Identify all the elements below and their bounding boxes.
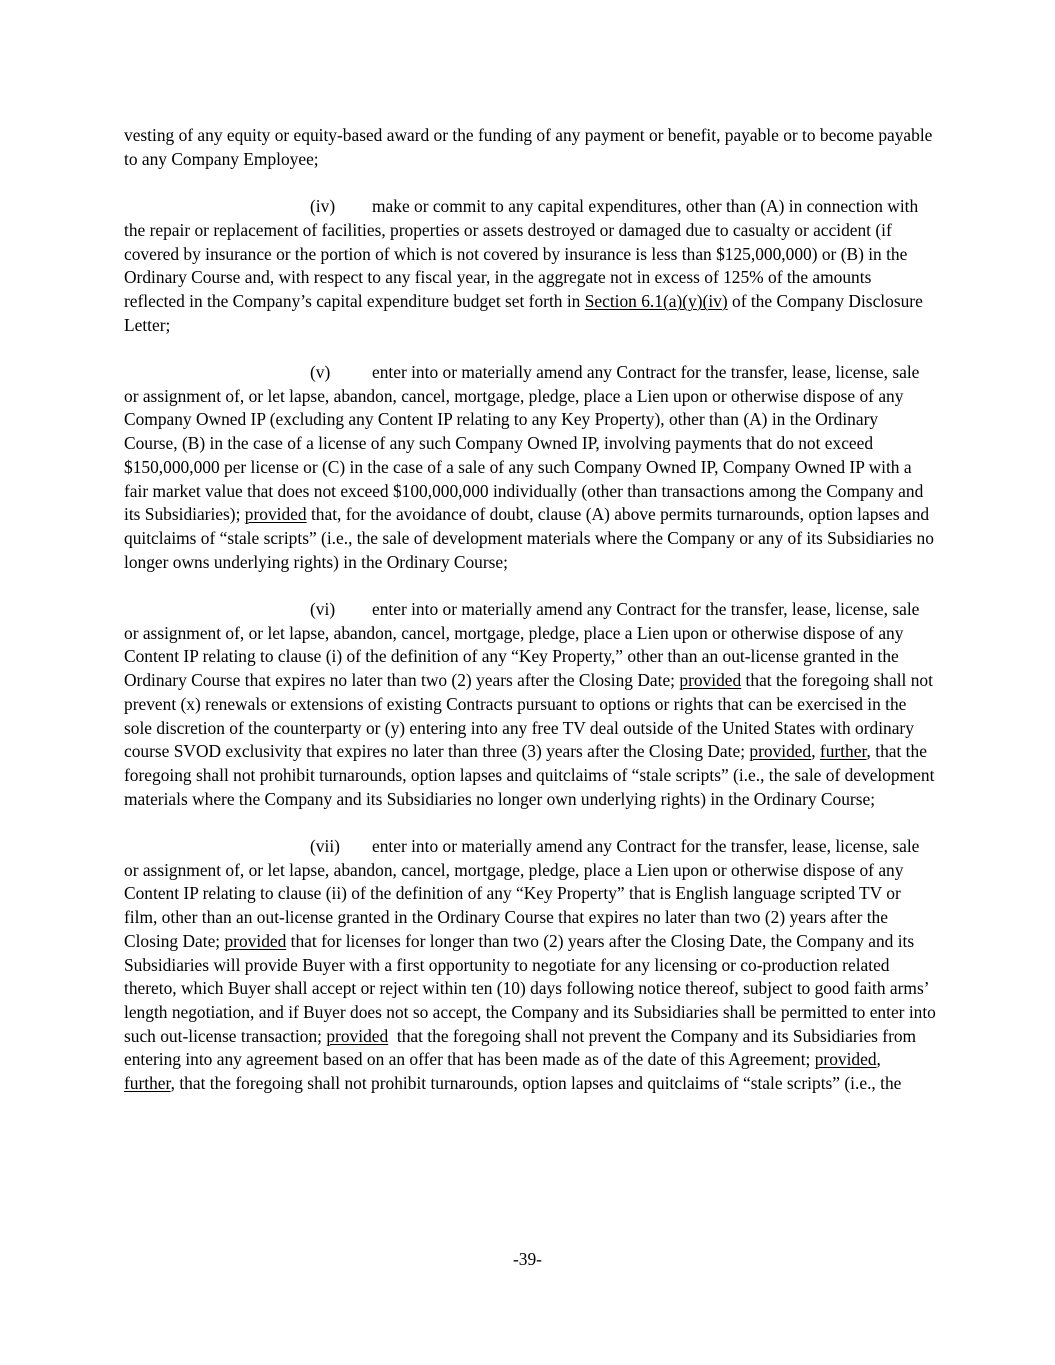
- clause-text: ,: [876, 1049, 881, 1070]
- provided-term: provided: [224, 930, 287, 951]
- further-term: further: [819, 741, 867, 762]
- clause-number: (v): [310, 362, 331, 382]
- clause-text: make or commit to any capital expenditures, other than (A) in connection with the repair or replacement of facilities, properties or assets destroyed or damaged due to casualty or accident (if covered by insurance or the portion of which is not covered by insurance is less than $125,000,000) or (B) in the Ordinary Course and, with respect to any fiscal year, in the aggregate not in excess of 125% of the amounts reflected in the Company’s capital expenditure budget set forth in: [124, 196, 919, 311]
- page-number: -39-: [513, 1249, 542, 1269]
- clause-text: , that the foregoing shall not prohibit turnarounds, option lapses and quitclaims of “stale scripts” (i.e., the sale of development materials where the Company and its Subsidiaries no longer own underlying rights) in the Ordinary Course;: [124, 741, 935, 809]
- clause-text: , that the foregoing shall not prohibit turnarounds, option lapses and quitclaims of “stale scripts” (i.e., the: [170, 1073, 902, 1094]
- clause-text: that the foregoing shall not prevent the Company and its Subsidiaries from entering into any agreement based on an offer that has been made as of the date of this Agreement;: [124, 1025, 921, 1070]
- clause-text: of the Company Disclosure Letter;: [124, 290, 923, 335]
- section-reference: Section 6.1(a)(y)(iv): [584, 290, 728, 311]
- paragraph-text: vesting of any equity or equity-based award or the funding of any payment or benefit, payable or to become payable to any Company Employee;: [124, 125, 933, 169]
- paragraph-continuation: [124, 124, 936, 171]
- clause-text: that for licenses for longer than two (2) years after the Closing Date, the Company and its Subsidiaries will provide Buyer with a first opportunity to negotiate for any licensing or co-production related thereto, which Buyer shall accept or reject within ten (10) days following notice thereof, subject to good faith arms’ length negotiation, and if Buyer does not so accept, the Company and its Subsidiaries shall be permitted to enter into such out-license transaction;: [124, 930, 936, 1046]
- provided-term: provided: [244, 504, 307, 525]
- clause-v: [124, 361, 936, 574]
- provided-term: provided: [749, 741, 812, 762]
- clause-iv: [124, 195, 936, 337]
- clause-vi: [124, 598, 936, 811]
- clause-number: (vii): [310, 836, 340, 857]
- document-page: [124, 124, 936, 1096]
- clause-number: (vi): [310, 599, 336, 620]
- provided-term: provided: [679, 670, 742, 691]
- clause-vii: [124, 835, 936, 1096]
- clause-number: (iv): [310, 196, 336, 217]
- clause-text: that the foregoing shall not prevent (x) renewals or extensions of existing Contracts pursuant to options or rights that can be exercised in the sole discretion of the counterparty or (y) entering into any free TV deal outside of the United States with ordinary course SVOD exclusivity that expires no later than three (3) years after the Closing Date;: [124, 670, 933, 762]
- clause-text: enter into or materially amend any Contract for the transfer, lease, license, sale or assignment of, or let lapse, abandon, cancel, mortgage, pledge, place a Lien upon or otherwise dispose of any Content IP relating to clause (ii) of the definition of any “Key Property” that is English language scripted TV or film, other than an out-license granted in the Ordinary Course that expires no later than two (2) years after the Closing Date;: [124, 836, 920, 951]
- further-term: further: [124, 1073, 171, 1094]
- provided-term: provided: [814, 1049, 877, 1070]
- clause-text: enter into or materially amend any Contract for the transfer, lease, license, sale or assignment of, or let lapse, abandon, cancel, mortgage, pledge, place a Lien upon or otherwise dispose of any Content IP relating to clause (i) of the definition of any “Key Property,” other than an out-license granted in the Ordinary Course that expires no later than two (2) years after the Closing Date;: [124, 599, 920, 691]
- provided-term: provided: [326, 1025, 389, 1046]
- clause-text: enter into or materially amend any Contract for the transfer, lease, license, sale or assignment of, or let lapse, abandon, cancel, mortgage, pledge, place a Lien upon or otherwise dispose of any Company Owned IP (excluding any Content IP relating to any Key Property), other than (A) in the Ordinary Course, (B) in the case of a license of any such Company Owned IP, involving payments that do not exceed $150,000,000 per license or (C) in the case of a sale of any such Company Owned IP, Company Owned IP with a fair market value that does not exceed $100,000,000 individually (other than transactions among the Company and its Subsidiaries);: [124, 362, 924, 525]
- clause-text: that, for the avoidance of doubt, clause (A) above permits turnarounds, option lapses and quitclaims of “stale scripts” (i.e., the sale of development materials where the Company or any of its Subsidiaries no longer owns underlying rights) in the Ordinary Course;: [124, 504, 934, 572]
- clause-text: ,: [811, 741, 820, 762]
